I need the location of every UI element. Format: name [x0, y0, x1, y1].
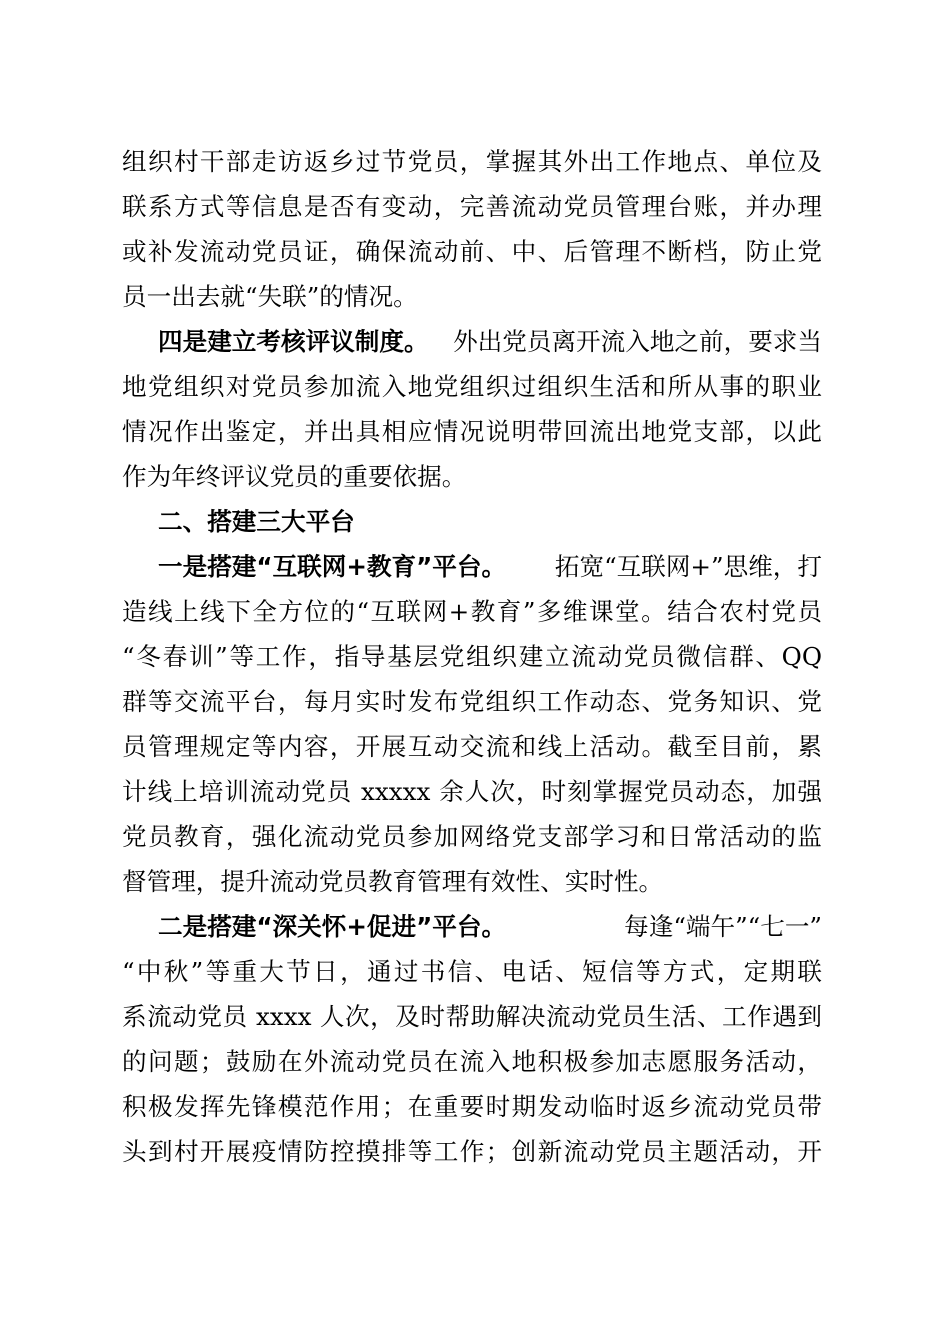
paragraph-line: 的问题；鼓励在外流动党员在流入地积极参加志愿服务活动， — [122, 1047, 822, 1076]
paragraph-line: 员一出去就“失联”的情况。 — [122, 282, 418, 311]
paragraph-line: 党员教育，强化流动党员参加网络党支部学习和日常活动的监 — [122, 822, 822, 851]
paragraph-first-line — [158, 547, 822, 587]
paragraph-line-rest: 拓宽“互联网+”思维，打 — [554, 552, 822, 581]
paragraph-line: 作为年终评议党员的重要依据。 — [122, 462, 467, 491]
paragraph-line-rest: 每逢“端午”“七一” — [624, 912, 822, 941]
paragraph-line: 头到村开展疫情防控摸排等工作；创新流动党员主题活动，开 — [122, 1137, 822, 1166]
paragraph-lead: 一是搭建“互联网+教育”平台。 — [158, 552, 507, 581]
paragraph-lead: 二是搭建“深关怀+促进”平台。 — [158, 912, 507, 941]
paragraph-lead: 四是建立考核评议制度。 — [158, 327, 429, 356]
paragraph-line: “中秋”等重大节日，通过书信、电话、短信等方式，定期联 — [122, 957, 822, 986]
paragraph-line: 组织村干部走访返乡过节党员，掌握其外出工作地点、单位及 — [122, 147, 822, 176]
paragraph-line: 员管理规定等内容，开展互动交流和线上活动。截至目前，累 — [122, 732, 822, 761]
paragraph-line: 积极发挥先锋模范作用；在重要时期发动临时返乡流动党员带 — [122, 1092, 822, 1121]
paragraph-line: 计线上培训流动党员 xxxxx 余人次，时刻掌握党员动态，加强 — [122, 777, 822, 806]
paragraph-first-line — [158, 322, 822, 362]
paragraph-line: 或补发流动党员证，确保流动前、中、后管理不断档，防止党 — [122, 237, 822, 266]
paragraph-line: 地党组织对党员参加流入地党组织过组织生活和所从事的职业 — [122, 372, 822, 401]
paragraph-line: 系流动党员 xxxx 人次，及时帮助解决流动党员生活、工作遇到 — [122, 1002, 822, 1031]
section-heading: 二、搭建三大平台 — [158, 507, 355, 536]
paragraph-line-rest: 外出党员离开流入地之前，要求当 — [453, 327, 822, 356]
paragraph-line: “冬春训”等工作，指导基层党组织建立流动党员微信群、QQ — [122, 642, 822, 671]
paragraph-line: 情况作出鉴定，并出具相应情况说明带回流出地党支部，以此 — [122, 417, 822, 446]
paragraph-first-line — [158, 907, 822, 947]
paragraph-line: 督管理，提升流动党员教育管理有效性、实时性。 — [122, 867, 664, 896]
paragraph-line: 联系方式等信息是否有变动，完善流动党员管理台账，并办理 — [122, 192, 822, 221]
paragraph-line: 造线上线下全方位的“互联网+教育”多维课堂。结合农村党员 — [122, 597, 822, 626]
paragraph-line: 群等交流平台，每月实时发布党组织工作动态、党务知识、党 — [122, 687, 822, 716]
